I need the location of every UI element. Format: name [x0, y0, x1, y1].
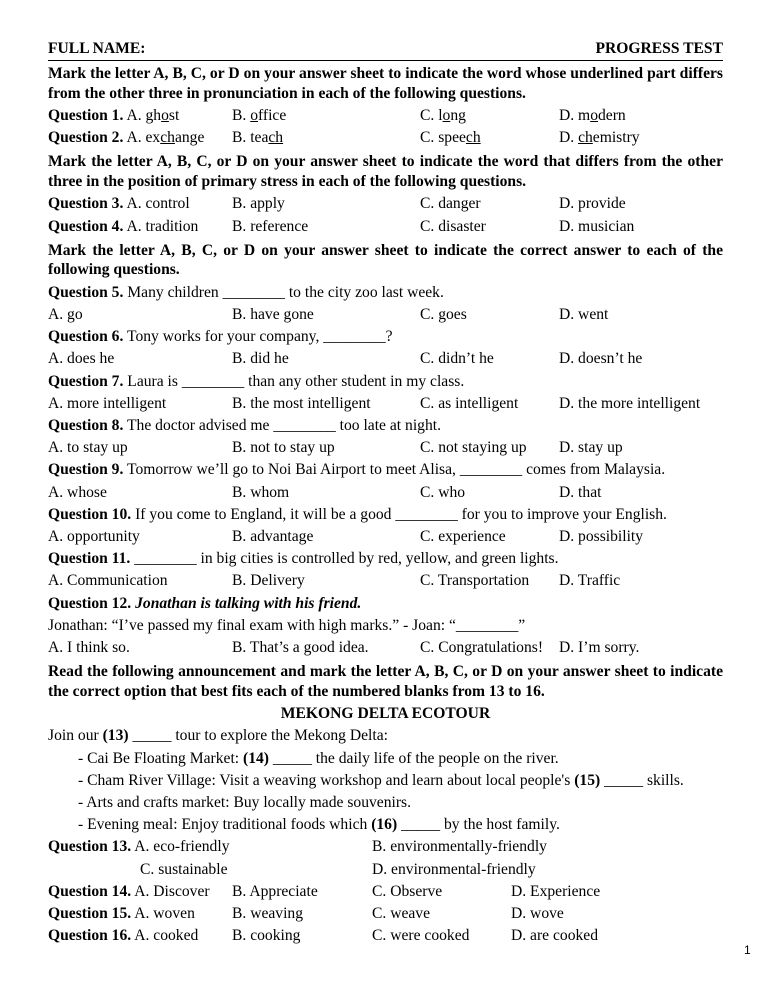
option-b: B. did he	[232, 350, 289, 368]
option-c: C. Transportation	[420, 572, 530, 590]
question-4	[48, 216, 723, 238]
option-b: B. Delivery	[232, 572, 305, 590]
option-a: A. opportunity	[48, 528, 140, 546]
question-16	[48, 925, 723, 947]
option-b: B. cooking	[232, 927, 301, 945]
instruction-correct-answer: Mark the letter A, B, C, or D on your answer sheet to indicate the correct answer to each of the following questions.	[48, 241, 723, 279]
question-13-row-2	[48, 859, 723, 881]
option-c: C. Congratulations!	[420, 639, 544, 657]
option-d: D. stay up	[559, 439, 623, 457]
passage-line-3: - Cham River Village: Visit a weaving workshop and learn about local people's (15) _____ skills.	[78, 771, 684, 789]
option-d: D. are cooked	[511, 927, 599, 945]
option-d: D. the more intelligent	[559, 394, 701, 412]
question-8-stem: Question 8. The doctor advised me ________ too late at night.	[48, 417, 441, 435]
option-c: C. experience	[420, 528, 506, 546]
option-a: A. whose	[48, 483, 107, 501]
option-a: Question 14. A. Discover	[48, 882, 210, 900]
option-a: Question 2. A. exchange	[48, 129, 205, 147]
option-c: C. as intelligent	[420, 394, 519, 412]
question-6-options	[48, 348, 723, 370]
option-a: Question 1. A. ghost	[48, 107, 180, 124]
question-5-stem: Question 5. Many children ________ to the city zoo last week.	[48, 283, 444, 301]
option-d: D. doesn’t he	[559, 350, 643, 368]
question-11-options	[48, 570, 723, 592]
question-3	[48, 193, 723, 215]
option-b: B. apply	[232, 195, 285, 213]
instruction-announcement: Read the following announcement and mark the letter A, B, C, or D on your answer sheet to indicate the correct option that best fits each of the numbered blanks from 13 to 16.	[48, 663, 723, 700]
option-a: A. more intelligent	[48, 394, 167, 412]
header	[48, 38, 723, 61]
instruction-stress: Mark the letter A, B, C, or D on your answer sheet to indicate the word that differs from the other three in the position of primary stress in each of the following questions.	[48, 153, 723, 190]
question-8-options	[48, 437, 723, 459]
option-b: B. That’s a good idea.	[232, 639, 369, 657]
option-d: D. that	[559, 483, 602, 501]
test-page	[48, 38, 723, 948]
option-c: C. disaster	[420, 217, 486, 235]
option-d: D. chemistry	[559, 129, 640, 147]
option-b: B. not to stay up	[232, 439, 335, 457]
option-d: D. possibility	[559, 528, 644, 546]
question-2	[48, 127, 723, 149]
option-a: Question 4. A. tradition	[48, 217, 199, 235]
option-b: B. advantage	[232, 528, 314, 546]
question-13-row-1	[48, 836, 723, 858]
option-c: C. weave	[372, 905, 431, 923]
question-14	[48, 881, 723, 903]
option-a: A. I think so.	[48, 639, 130, 657]
option-b: B. office	[232, 107, 287, 124]
question-12-options	[48, 637, 723, 659]
option-a: A. to stay up	[48, 439, 128, 457]
option-d: D. provide	[559, 195, 626, 213]
option-d: D. environmental-friendly	[372, 860, 536, 878]
option-b: B. Appreciate	[232, 882, 318, 900]
question-12-dialogue: Jonathan: “I’ve passed my final exam with high marks.” - Joan: “________”	[48, 616, 526, 634]
option-a: A. Communication	[48, 572, 168, 590]
option-d: D. I’m sorry.	[559, 639, 640, 657]
page-number: 1	[744, 943, 751, 957]
option-c: C. goes	[420, 306, 467, 324]
test-title: PROGRESS TEST	[595, 40, 723, 57]
question-1	[48, 105, 723, 127]
option-b: B. whom	[232, 483, 290, 501]
passage-line-5: - Evening meal: Enjoy traditional foods which (16) _____ by the host family.	[78, 816, 560, 834]
option-c: C. long	[420, 107, 466, 124]
option-a: Question 15. A. woven	[48, 905, 195, 923]
option-b: B. teach	[232, 129, 284, 147]
option-d: D. wove	[511, 905, 564, 923]
question-9-stem: Question 9. Tomorrow we’ll go to Noi Bai Airport to meet Alisa, ________ comes from Malaysia.	[48, 461, 666, 479]
option-a: A. does he	[48, 350, 115, 368]
question-15	[48, 903, 723, 925]
question-7-stem: Question 7. Laura is ________ than any other student in my class.	[48, 372, 465, 390]
passage-title: MEKONG DELTA ECOTOUR	[280, 705, 491, 723]
option-c: C. were cooked	[372, 927, 470, 945]
option-d: D. Traffic	[559, 572, 621, 590]
option-b: B. the most intelligent	[232, 394, 371, 412]
option-b: B. environmentally-friendly	[372, 838, 547, 856]
option-d: D. musician	[559, 217, 635, 235]
option-c: C. didn’t he	[420, 350, 494, 368]
passage-line-1: Join our (13) _____ tour to explore the Mekong Delta:	[48, 727, 388, 745]
option-a: A. go	[48, 306, 83, 324]
question-12-stem: Question 12. Jonathan is talking with his friend.	[48, 594, 362, 612]
passage-line-4: - Arts and crafts market: Buy locally made souvenirs.	[78, 794, 412, 812]
question-5-options	[48, 304, 723, 326]
option-c: C. danger	[420, 195, 481, 213]
question-7-options	[48, 393, 723, 415]
option-c: C. Observe	[372, 882, 443, 900]
option-b: B. weaving	[232, 905, 304, 923]
option-b: B. have gone	[232, 306, 314, 324]
question-11-stem: Question 11. ________ in big cities is controlled by red, yellow, and green lights.	[48, 550, 559, 568]
option-a: Question 13. A. eco-friendly	[48, 838, 230, 856]
option-c: C. sustainable	[140, 860, 228, 878]
option-b: B. reference	[232, 217, 309, 235]
option-d: D. Experience	[511, 882, 601, 900]
option-d: D. went	[559, 306, 609, 324]
question-9-options	[48, 482, 723, 504]
option-c: C. not staying up	[420, 439, 527, 457]
option-a: Question 16. A. cooked	[48, 927, 199, 945]
question-10-options	[48, 526, 723, 548]
instruction-pronunciation: Mark the letter A, B, C, or D on your answer sheet to indicate the word whose underlined part differs from the other three in pronunciation in each of the following questions.	[48, 65, 723, 102]
passage-line-2: - Cai Be Floating Market: (14) _____ the daily life of the people on the river.	[78, 749, 559, 767]
option-c: C. who	[420, 483, 466, 501]
question-6-stem: Question 6. Tony works for your company, ________?	[48, 328, 393, 346]
option-d: D. modern	[559, 107, 626, 124]
question-10-stem: Question 10. If you come to England, it will be a good ________ for you to improve your English.	[48, 505, 667, 523]
option-c: C. speech	[420, 129, 481, 147]
option-a: Question 3. A. control	[48, 195, 190, 213]
full-name-label: FULL NAME:	[48, 40, 146, 57]
